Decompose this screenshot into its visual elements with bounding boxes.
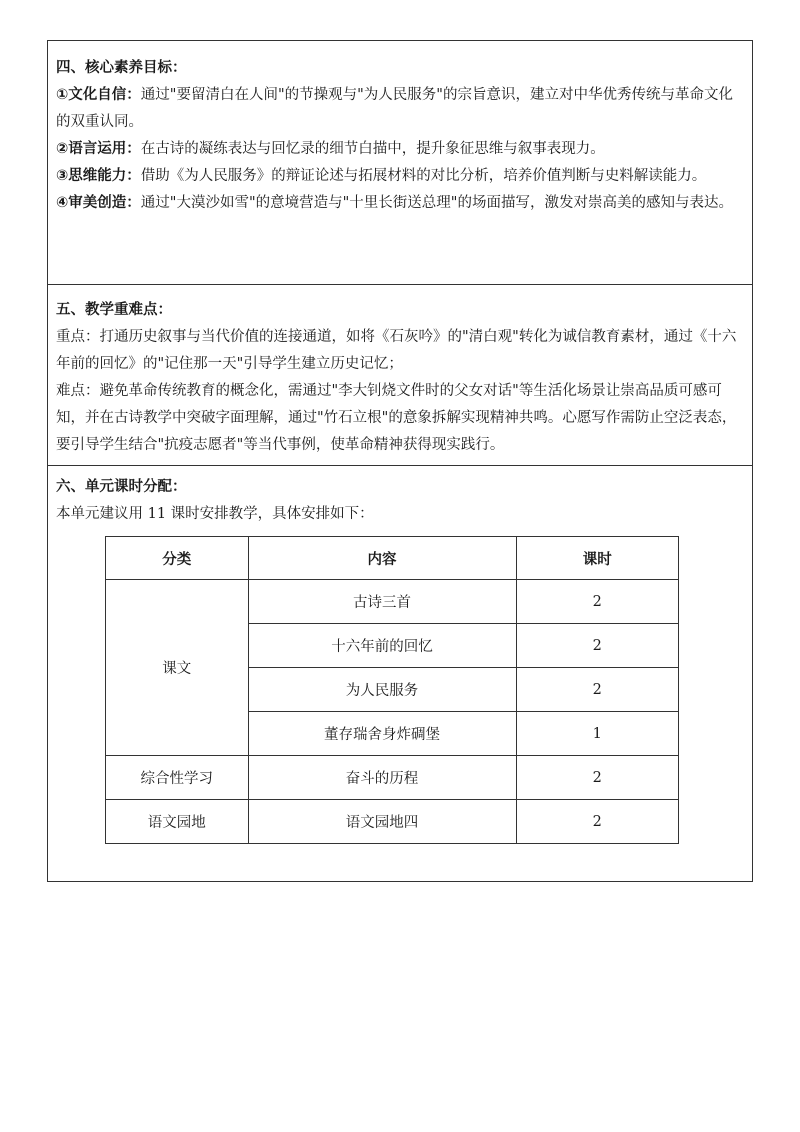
table-row — [106, 580, 679, 624]
schedule-section — [48, 466, 752, 881]
column-header-content: 内容 — [248, 537, 516, 580]
content-cell: 十六年前的回忆 — [248, 624, 516, 668]
key-point-text: 重点：打通历史叙事与当代价值的连接通道，如将《石灰吟》的"清白观"转化为诚信教育素材，通过《十六年前的回忆》的"记住那一天"引导学生建立历史记忆； — [56, 329, 737, 372]
content-cell: 古诗三首 — [248, 580, 516, 624]
hours-cell: 2 — [516, 800, 678, 844]
core-item-text: 通过"要留清白在人间"的节操观与"为人民服务"的宗旨意识，建立对中华优秀传统与革命文化的双重认同。 — [56, 87, 733, 130]
core-item-label: ①文化自信： — [56, 87, 141, 103]
key-difficult-points-section — [48, 285, 752, 466]
core-literacy-section — [48, 41, 752, 285]
content-cell: 为人民服务 — [248, 668, 516, 712]
core-item-label: ④审美创造： — [56, 195, 141, 211]
content-cell: 语文园地四 — [248, 800, 516, 844]
core-item-label: ③思维能力： — [56, 168, 141, 184]
content-cell: 奋斗的历程 — [248, 756, 516, 800]
core-item-aesthetic — [56, 190, 744, 217]
category-cell: 语文园地 — [106, 800, 249, 844]
core-item-text: 在古诗的凝练表达与回忆录的细节白描中，提升象征思维与叙事表现力。 — [140, 141, 605, 157]
schedule-intro: 本单元建议用 11 课时安排教学，具体安排如下： — [56, 506, 374, 522]
hours-cell: 2 — [516, 624, 678, 668]
table-header-row — [106, 537, 679, 580]
core-item-text: 通过"大漠沙如雪"的意境营造与"十里长街送总理"的场面描写，激发对崇高美的感知与表达。 — [140, 195, 733, 211]
hours-cell: 1 — [516, 712, 678, 756]
difficulty-text: 难点：避免革命传统教育的概念化，需通过"李大钊烧文件时的父女对话"等生活化场景让崇高品质可感可知，并在古诗教学中突破字面理解，通过"竹石立根"的意象拆解实现精神共鸣。心愿写作需防止空泛表态，要引导学生结合"抗疫志愿者"等当代事例，使革命精神获得现实践行。 — [56, 383, 737, 453]
core-item-text: 借助《为人民服务》的辩证论述与拓展材料的对比分析，培养价值判断与史料解读能力。 — [140, 168, 707, 184]
category-cell: 课文 — [106, 580, 249, 756]
category-cell: 综合性学习 — [106, 756, 249, 800]
document-frame — [47, 40, 753, 882]
core-item-thinking — [56, 163, 744, 190]
core-item-culture — [56, 82, 744, 136]
column-header-category: 分类 — [106, 537, 249, 580]
hours-cell: 2 — [516, 756, 678, 800]
content-cell: 董存瑞舍身炸碉堡 — [248, 712, 516, 756]
hours-cell: 2 — [516, 668, 678, 712]
hours-cell: 2 — [516, 580, 678, 624]
core-item-label: ②语言运用： — [56, 141, 141, 157]
core-literacy-heading: 四、核心素养目标： — [56, 60, 187, 76]
key-points-heading: 五、教学重难点： — [56, 302, 172, 318]
schedule-table — [105, 536, 679, 844]
table-row — [106, 756, 679, 800]
column-header-hours: 课时 — [516, 537, 678, 580]
core-item-language — [56, 136, 744, 163]
schedule-heading: 六、单元课时分配： — [56, 479, 187, 495]
table-row — [106, 800, 679, 844]
